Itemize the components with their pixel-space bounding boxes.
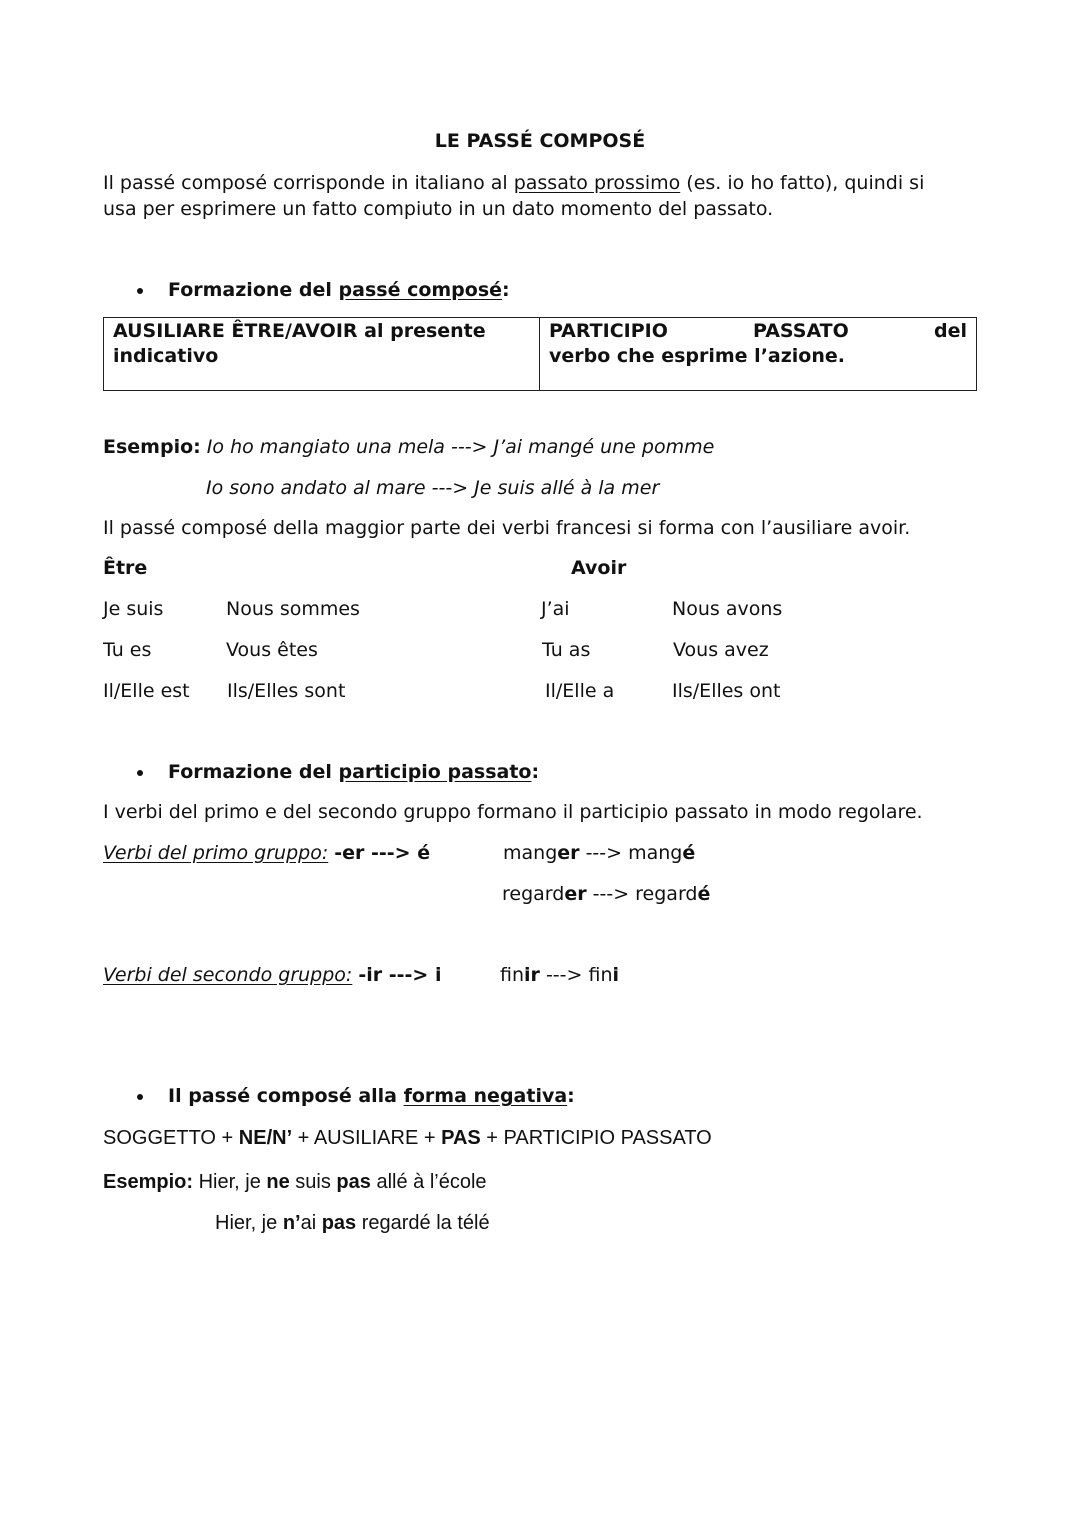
avoir-note: Il passé composé della maggior parte dei verbi francesi si forma con l’ausiliare avoir. (103, 517, 911, 539)
formula-cell-auxiliary (104, 318, 540, 390)
verb-arrow: ---> fin (539, 964, 613, 986)
avoir-vous: Vous avez (673, 639, 769, 661)
verb-ending: ir (524, 964, 540, 986)
section-heading-negativa (168, 1085, 575, 1108)
formula-table (103, 317, 977, 391)
intro-text-end: (es. io ho fatto), quindi si (680, 172, 925, 194)
participle-ending: é (697, 883, 711, 905)
etre-ils: Ils/Elles sont (227, 680, 346, 702)
etre-nous: Nous sommes (226, 598, 360, 620)
section-heading-underlined: forma negativa (403, 1085, 568, 1107)
example-text: regardé la télé (356, 1212, 490, 1234)
group-2-label: Verbi del secondo gruppo: (103, 964, 353, 986)
group-2-ending-rule: -ir ---> i (358, 964, 442, 986)
example-text: Hier, je (193, 1171, 267, 1193)
example-text: Hier, je (215, 1212, 283, 1234)
negative-formula (103, 1126, 712, 1150)
formula-cell-auxiliary-line-2: indicativo (113, 345, 219, 367)
group-1-example-1 (503, 842, 695, 865)
group-1-rule (103, 842, 430, 865)
verb-stem: fin (500, 964, 525, 986)
group-2-example-1 (500, 964, 619, 987)
example-text: ai (300, 1212, 322, 1234)
avoir-je: J’ai (541, 598, 570, 620)
example-label: Esempio: (103, 436, 201, 458)
example-1-line-2: Io sono andato al mare ---> Je suis allé à la mer (206, 477, 660, 499)
verb-stem: mang (503, 842, 558, 864)
formula-part: SOGGETTO + (103, 1127, 239, 1149)
section-heading-colon: : (531, 761, 540, 783)
participle-ending: é (682, 842, 696, 864)
group-1-example-2 (502, 883, 710, 906)
example-1-line-1 (103, 436, 714, 459)
section-heading-colon: : (567, 1085, 575, 1107)
verb-ending: er (564, 883, 587, 905)
formula-part-ne: NE/N’ (238, 1127, 293, 1149)
avoir-tu: Tu as (542, 639, 591, 661)
formula-word: PASSATO (753, 320, 849, 342)
group-2-rule (103, 964, 441, 987)
bullet-icon (137, 288, 143, 294)
section-heading-participio (168, 761, 539, 784)
bullet-icon (137, 1094, 143, 1100)
bullet-icon (137, 770, 143, 776)
formula-cell-participle (540, 318, 976, 390)
etre-il: Il/Elle est (103, 680, 190, 702)
formula-word: PARTICIPIO (549, 320, 668, 342)
example-ne: ne (266, 1171, 290, 1193)
example-ne: n’ (282, 1212, 301, 1234)
section-heading-text: Formazione del (168, 279, 339, 301)
example-2-line-2 (215, 1211, 490, 1235)
formula-part: + AUSILIARE + (292, 1127, 442, 1149)
example-text: suis (289, 1171, 337, 1193)
formula-word: del (933, 320, 967, 342)
example-pas: pas (336, 1171, 371, 1193)
avoir-nous: Nous avons (672, 598, 783, 620)
page-title: LE PASSÉ COMPOSÉ (434, 130, 646, 152)
etre-tu: Tu es (103, 639, 152, 661)
formula-part-pas: PAS (441, 1127, 481, 1149)
section-heading-colon: : (502, 279, 510, 301)
section-heading-text: Formazione del (168, 761, 339, 783)
etre-header: Être (103, 557, 148, 579)
section-heading-text: Il passé composé alla (168, 1085, 404, 1107)
formula-cell-participle-line-1 (549, 319, 967, 344)
example-2-line-1 (103, 1170, 487, 1194)
example-text: allé à l’école (370, 1171, 487, 1193)
formula-cell-auxiliary-line-1: AUSILIARE ÊTRE/AVOIR al presente (113, 320, 486, 342)
verb-ending: er (557, 842, 580, 864)
formula-part: + PARTICIPIO PASSATO (480, 1127, 712, 1149)
participio-note: I verbi del primo e del secondo gruppo formano il participio passato in modo regolare. (103, 801, 923, 823)
intro-line-2: usa per esprimere un fatto compiuto in un dato momento del passato. (103, 198, 774, 220)
verb-arrow: ---> regard (586, 883, 698, 905)
formula-cell-participle-line-2: verbo che esprime l’azione. (549, 345, 845, 367)
participle-ending: i (612, 964, 619, 986)
intro-text: Il passé composé corrisponde in italiano al (103, 172, 514, 194)
avoir-ils: Ils/Elles ont (672, 680, 781, 702)
intro-line-1 (103, 172, 924, 195)
avoir-il: Il/Elle a (545, 680, 615, 702)
etre-je: Je suis (103, 598, 164, 620)
group-1-ending-rule: -er ---> é (334, 842, 431, 864)
verb-arrow: ---> mang (579, 842, 683, 864)
section-heading-underlined: passé composé (338, 279, 503, 301)
etre-vous: Vous êtes (226, 639, 318, 661)
section-heading-underlined: participio passato (338, 761, 532, 783)
example-label: Esempio: (103, 1171, 194, 1193)
intro-underlined-term: passato prossimo (513, 172, 681, 194)
example-text: Io ho mangiato una mela ---> J’ai mangé une pomme (206, 436, 715, 458)
verb-stem: regard (502, 883, 565, 905)
group-1-label: Verbi del primo gruppo: (103, 842, 329, 864)
section-heading-passe-compose (168, 279, 510, 302)
example-pas: pas (321, 1212, 357, 1234)
avoir-header: Avoir (571, 557, 627, 579)
